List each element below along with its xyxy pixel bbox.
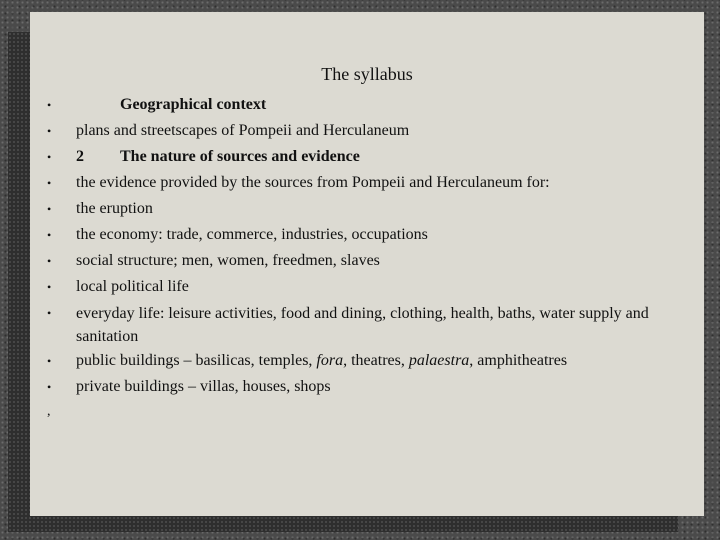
section-heading [76, 144, 666, 170]
bullet-icon: • [47, 228, 52, 242]
section-heading-text: The nature of sources and evidence [120, 148, 360, 165]
bullet-icon: • [47, 124, 52, 138]
bullet-icon: • [47, 176, 52, 190]
bullet-icon: • [47, 202, 52, 216]
list-item [30, 300, 704, 348]
text-segment: , amphitheatres [469, 352, 568, 369]
text-segment: , theatres, [343, 352, 409, 369]
bullet-icon: • [47, 150, 52, 164]
list-item [30, 374, 704, 400]
list-item-text: the eruption [76, 200, 153, 217]
list-item-text: the evidence provided by the sources from Pompeii and Herculaneum for: [76, 174, 550, 191]
bullet-icon: • [47, 354, 52, 368]
list-item [30, 348, 704, 374]
italic-term: palaestra [408, 352, 470, 369]
list-item [30, 196, 704, 222]
syllabus-list [30, 92, 704, 400]
section-number: 2 [76, 148, 84, 165]
list-item-text: the economy: trade, commerce, industries, occupations [76, 226, 428, 243]
list-item [30, 118, 704, 144]
list-item [30, 222, 704, 248]
section-heading: Geographical context [120, 96, 267, 113]
list-item-text: private buildings – villas, houses, shops [76, 378, 331, 395]
italic-term: fora [316, 352, 344, 369]
bullet-icon: • [47, 254, 52, 268]
list-item [30, 248, 704, 274]
bullet-icon: • [47, 306, 52, 320]
list-item [30, 274, 704, 300]
list-item [30, 92, 704, 118]
slide [30, 12, 704, 516]
list-item-text: plans and streetscapes of Pompeii and Herculaneum [76, 122, 410, 139]
list-item-text: social structure; men, women, freedmen, slaves [76, 252, 380, 269]
text-segment: public buildings – basilicas, temples, [76, 352, 317, 369]
list-item-text: everyday life: leisure activities, food and dining, clothing, health, baths, water supply and sanitation [76, 305, 649, 345]
list-item [30, 170, 704, 196]
bullet-icon: • [47, 280, 52, 294]
trailing-mark: , [47, 404, 51, 419]
bullet-icon: • [47, 98, 52, 112]
list-item-text: local political life [76, 278, 189, 295]
slide-title: The syllabus [321, 64, 413, 84]
bullet-icon: • [47, 380, 52, 394]
list-item-text [76, 348, 666, 374]
list-item [30, 144, 704, 170]
